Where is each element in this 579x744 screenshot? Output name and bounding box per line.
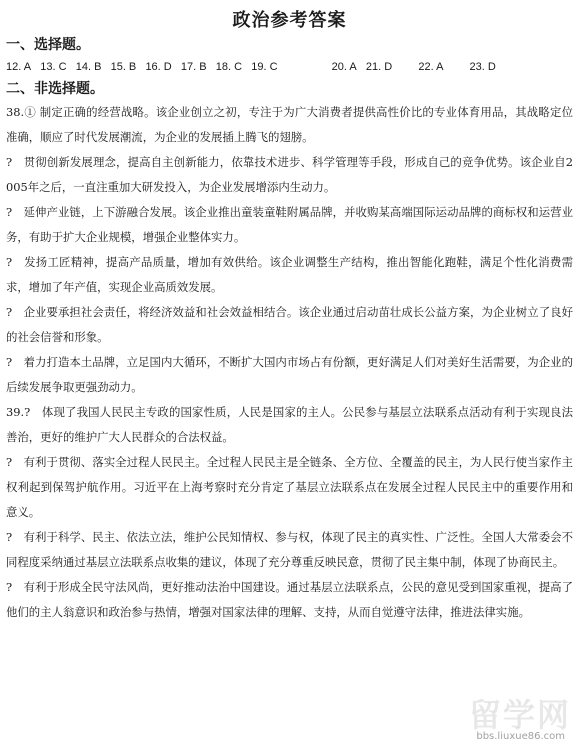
answer-15: 15. B	[110, 61, 137, 73]
answer-21: 21. D	[365, 61, 393, 73]
answer-paragraph: ? 有利于科学、民主、依法立法，维护公民知情权、参与权，体现了民主的真实性、广泛性。全国人大常委会不同程度采纳通过基层立法联系点收集的建议，体现了充分尊重反映民意，贯彻了民主集中制，体现了协商民主。	[6, 530, 573, 569]
answer-paragraph: 39.? 体现了我国人民民主专政的国家性质，人民是国家的主人。公民参与基层立法联系点活动有利于实现良法善治，更好的维护广大人民群众的合法权益。	[6, 405, 573, 444]
answer-14: 14. B	[75, 61, 102, 73]
answer-20: 20. A	[331, 61, 357, 73]
answer-18: 18. C	[215, 61, 243, 73]
answer-paragraph: ? 着力打造本土品牌，立足国内大循环，不断扩大国内市场占有份额，更好满足人们对美好生活需要，为企业的后续发展争取更强劲动力。	[6, 355, 573, 394]
section-heading-nonchoice: 二、非选择题。	[6, 81, 104, 97]
answer-12: 12. A	[6, 61, 32, 73]
answer-paragraph: ? 有利于形成全民守法风尚，更好推动法治中国建设。通过基层立法联系点，公民的意见受到国家重视，提高了他们的主人翁意识和政治参与热情，增强对国家法律的理解、支持，从而自觉遵守法律，推进法律实施。	[6, 580, 573, 619]
answer-paragraph: ? 有利于贯彻、落实全过程人民民主。全过程人民民主是全链条、全方位、全覆盖的民主，为人民行使当家作主权利起到保驾护航作用。习近平在上海考察时充分肯定了基层立法联系点在发展全过程人民民主中的重要作用和意义。	[6, 455, 573, 519]
answer-paragraph: 38.① 制定正确的经营战略。该企业创立之初，专注于为广大消费者提供高性价比的专业体育用品，其战略定位准确，顺应了时代发展潮流，为企业的发展插上腾飞的翅膀。	[6, 105, 573, 144]
answer-paragraph: ? 延伸产业链，上下游融合发展。该企业推出童装童鞋附属品牌，并收购某高端国际运动品牌的商标权和运营业务，有助于扩大企业规模，增强企业整体实力。	[6, 205, 573, 244]
answer-22: 22. A	[418, 61, 444, 73]
answer-17: 17. B	[180, 61, 207, 73]
answer-16: 16. D	[145, 61, 172, 73]
watermark-logo	[401, 696, 571, 742]
answer-paragraph: ? 贯彻创新发展理念，提高自主创新能力，依靠技术进步、科学管理等手段，形成自己的竞争优势。该企业自2005年之后，一直注重加大研发投入，为企业发展增添内生动力。	[6, 155, 573, 194]
choice-answers-row	[6, 56, 573, 78]
watermark-text: 留学网	[468, 696, 571, 734]
answer-19: 19. C	[251, 61, 278, 73]
answer-23: 23. D	[469, 61, 496, 73]
watermark-url: bbs.liuxue86.com	[476, 731, 565, 742]
answer-paragraph: ? 企业要承担社会责任，将经济效益和社会效益相结合。该企业通过启动苗壮成长公益方案，为企业树立了良好的社会信誉和形象。	[6, 305, 573, 344]
section-heading-choice: 一、选择题。	[6, 37, 90, 53]
answer-13: 13. C	[40, 61, 67, 73]
answer-paragraph: ? 发扬工匠精神，提高产品质量，增加有效供给。该企业调整生产结构，推出智能化跑鞋，满足个性化消费需求，增加了年产值，实现企业高质效发展。	[6, 255, 573, 294]
page-title: 政治参考答案	[232, 10, 347, 31]
